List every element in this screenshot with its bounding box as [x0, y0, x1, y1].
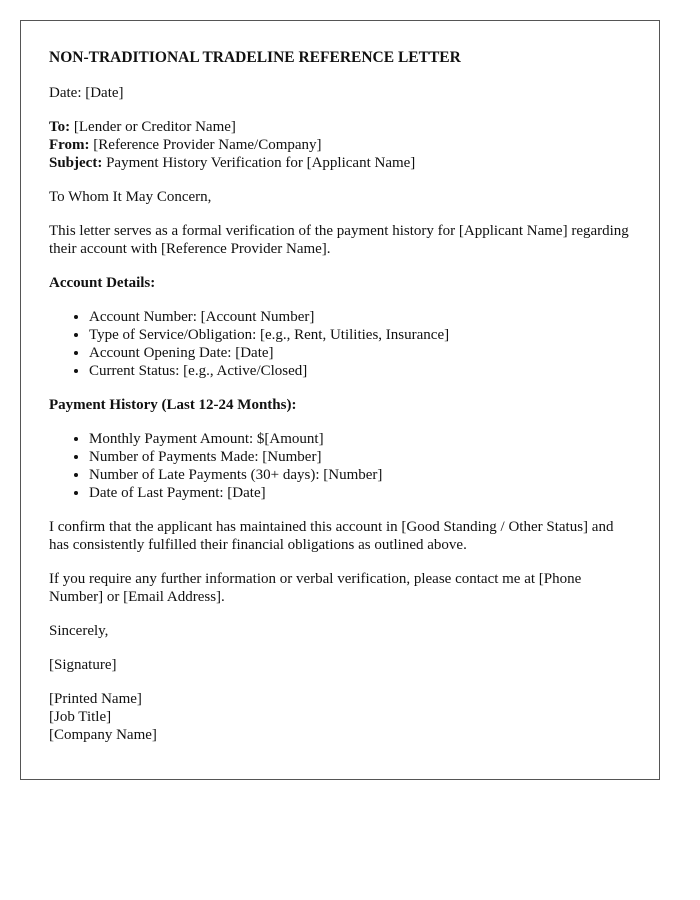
list-item: • Number of Payments Made: [Number]: [89, 448, 631, 466]
account-details-heading: Account Details:: [49, 275, 156, 291]
salutation: To Whom It May Concern,: [49, 189, 212, 205]
from-line: [49, 136, 631, 154]
list-item: • Account Opening Date: [Date]: [89, 344, 631, 362]
account-details-list: [49, 308, 631, 380]
list-item: • Number of Late Payments (30+ days): [Number]: [89, 466, 631, 484]
letter-title: NON-TRADITIONAL TRADELINE REFERENCE LETTER: [49, 49, 461, 66]
subject-line: [49, 154, 631, 172]
letter-page: [20, 20, 660, 780]
confirmation-paragraph: I confirm that the applicant has maintained this account in [Good Standing / Other Status] and has consistently fulfilled their financial obligations as outlined above.: [49, 519, 614, 553]
company-name: [Company Name]: [49, 727, 157, 743]
subject-label: Subject:: [49, 155, 103, 171]
to-value: [Lender or Creditor Name]: [70, 119, 236, 135]
signer-details: [49, 690, 631, 744]
payment-history-list: [49, 430, 631, 502]
list-item: • Monthly Payment Amount: $[Amount]: [89, 430, 631, 448]
contact-paragraph: If you require any further information or verbal verification, please contact me at [Phone Number] or [Email Address].: [49, 571, 582, 605]
subject-value: Payment History Verification for [Applicant Name]: [102, 155, 416, 171]
signature-placeholder: [Signature]: [49, 657, 117, 673]
payment-history-heading: Payment History (Last 12-24 Months):: [49, 397, 297, 413]
list-item: • Type of Service/Obligation: [e.g., Rent, Utilities, Insurance]: [89, 326, 631, 344]
job-title: [Job Title]: [49, 709, 112, 725]
to-label: To:: [49, 119, 71, 135]
closing: Sincerely,: [49, 623, 109, 639]
from-label: From:: [49, 137, 90, 153]
from-value: [Reference Provider Name/Company]: [89, 137, 322, 153]
list-item: • Current Status: [e.g., Active/Closed]: [89, 362, 631, 380]
list-item: • Account Number: [Account Number]: [89, 308, 631, 326]
letter-header-block: [49, 118, 631, 172]
letter-date: Date: [Date]: [49, 85, 124, 101]
intro-paragraph: This letter serves as a formal verification of the payment history for [Applicant Name] regarding their account with [Reference Provider Name].: [49, 223, 629, 257]
to-line: [49, 118, 631, 136]
list-item: • Date of Last Payment: [Date]: [89, 484, 631, 502]
printed-name: [Printed Name]: [49, 691, 142, 707]
